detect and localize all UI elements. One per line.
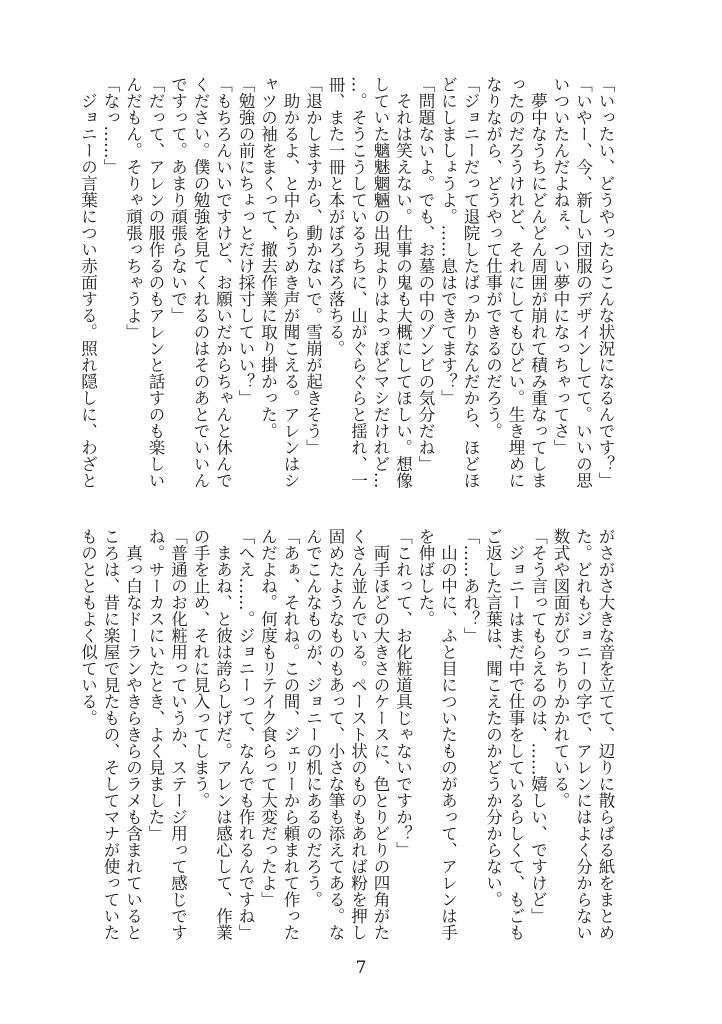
text-line: た。どれもジョニーの字で、アレンにはよく分からない xyxy=(573,528,593,941)
text-line: の手を止め、それに見入ってしまう。 xyxy=(191,528,210,809)
text-line: 助かるよ、と中からうめき声が聞こえる。アレンはシ xyxy=(281,76,300,489)
text-line: ころは、昔に楽屋で見たもの、そしてマナが使っていた xyxy=(101,528,120,941)
text-line: ったのだろうけれど、それにしてもひどい。生き埋めに xyxy=(506,76,525,489)
text-line: んでこんなものが、ジョニーの机にあるのだろう。 xyxy=(303,528,323,908)
text-line: 「ジョニーだって退院したばっかりなんだから、ほどほ xyxy=(461,76,480,489)
text-line: ご返した言葉は、聞こえたのかどうか分からない。 xyxy=(483,528,503,908)
text-line: ジョニーはまだ中で仕事をしているらしくて、もごも xyxy=(506,528,525,941)
text-line: していた魑魅魍魎の出現よりはよっぽどマシだけれど… xyxy=(371,76,390,489)
text-line: 「いったい、どうやったらこんな状況になるんです？」 xyxy=(596,76,615,489)
text-line: 「退かしますから、動かないで。雪崩が起きそう」 xyxy=(303,76,323,456)
text-line: …。そうこうしているうちに、山がぐらぐらと揺れ、一 xyxy=(348,76,368,489)
text-line: 「勉強の前にちょっとだけ採寸していい？」 xyxy=(236,76,255,406)
text-line: いついたんだよねぇ、つい夢中になっちゃってさ」 xyxy=(551,76,570,456)
text-line: を伸ばした。 xyxy=(416,528,435,627)
text-line: 「そう言ってもらえるのは、……嬉しい、ですけど」 xyxy=(528,528,548,924)
text-line: 「だって、アレンの服作るのもアレンと話すのも楽しい xyxy=(146,76,165,489)
text-line: 「へえ……。ジョニーって、なんでも作れるんですね」 xyxy=(236,528,255,941)
text-line: 「普通のお化粧用っていうか、ステージ用って感じです xyxy=(168,528,188,941)
text-line: なりながら、どうやって仕事ができるのだろう。 xyxy=(483,76,503,439)
text-block-bottom xyxy=(76,528,616,943)
text-line: ジョニーの言葉につい赤面する。照れ隠しに、わざと xyxy=(78,76,98,489)
text-line: んだもん。そりゃ頑張っちゃうよ」 xyxy=(123,76,143,340)
text-line: 「なっ……」 xyxy=(101,76,120,175)
text-line: ですって。あまり頑張らないで」 xyxy=(168,76,188,324)
text-line: 山の中に、ふと目についたものがあって、アレンは手 xyxy=(438,528,458,941)
text-block-top xyxy=(76,76,616,491)
text-line: 「これって、お化粧道具じゃないですか？」 xyxy=(393,528,413,858)
text-line: 夢中なうちにどんどん周囲が崩れて積み重なってしま xyxy=(528,76,548,489)
text-line: がさがさ大きな音を立てて、辺りに散らばる紙をまとめ xyxy=(596,528,615,941)
text-line: 「……あれ？」 xyxy=(461,528,480,644)
text-line: ね。サーカスにいたとき、よく見ました」 xyxy=(146,528,165,842)
text-line: 「もちろんいいですけど、お願いだからちゃんと休んで xyxy=(213,76,233,489)
page-number: 7 xyxy=(355,958,367,978)
text-line: 「問題ないよ。でも、お墓の中のゾンビの気分だね」 xyxy=(416,76,435,472)
text-line: んだよね。何度もリテイク食らって大変だったよ」 xyxy=(258,528,278,908)
text-line: ャツの袖をまくって、撤去作業に取り掛かった。 xyxy=(258,76,278,439)
text-line: まあね、と彼は誇らしげだ。アレンは感心して、作業 xyxy=(213,528,233,941)
text-line: 数式や図面がびっちりかかれている。 xyxy=(551,528,570,809)
text-line: 固めたようなものもあって、小さな筆も添えてある。な xyxy=(326,528,345,941)
text-line: 冊、また一冊と本がぼろぼろ落ちる。 xyxy=(326,76,345,357)
text-line: 「あぁ、それね。この間、ジェリーから頼まれて作った xyxy=(281,528,300,941)
text-line: くさん並んでいる。ペースト状のものもあれば粉を押し xyxy=(348,528,368,941)
text-line: ものとともよく似ている。 xyxy=(78,528,98,726)
text-line: どにしましょうよ。……息はできてます？」 xyxy=(438,76,458,406)
text-line: 真っ白なドーランやきらきらのラメも含まれていると xyxy=(123,528,143,941)
text-line: 両手ほどの大きさのケースに、色とりどりの四角がた xyxy=(371,528,390,941)
text-line: ください。僕の勉強を見てくれるのはそのあとでいいん xyxy=(191,76,210,489)
text-line: 「いやー、今、新しい団服のデザインしてて。いいの思 xyxy=(573,76,593,489)
text-line: それは笑えない。仕事の鬼も大概にしてほしい。想像 xyxy=(393,76,413,489)
